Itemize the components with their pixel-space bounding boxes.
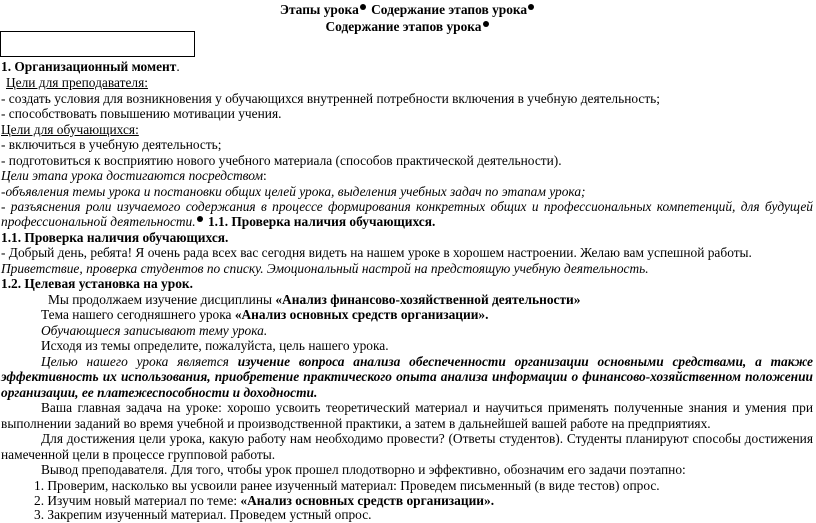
means-intro-colon: : xyxy=(263,168,267,183)
lesson-goal-line-2: эффективность их использования, приобретение практического опыта анализа информации о финансово-хозяйственном положении xyxy=(1,369,813,384)
heading-period: . xyxy=(176,59,180,74)
inline-heading: 1.1. Проверка наличия обучающихся. xyxy=(204,214,436,229)
teacher-goals-label: Цели для преподавателя: xyxy=(6,75,148,90)
page-title xyxy=(0,2,816,18)
task-step-2-topic: «Анализ основных средств организации». xyxy=(240,493,495,508)
empty-table-cell xyxy=(0,31,195,57)
topic-line-text: Тема нашего сегодняшнего урока xyxy=(41,307,235,322)
greeting-text: - Добрый день, ребята! Я очень рада всех вас сегодня видеть на нашем уроке в хорошем настроении. Желаю вам успешной работы. xyxy=(1,245,752,260)
means-item-2-end xyxy=(1,214,435,230)
main-task-line-1: Ваша главная задача на уроке: хорошо усвоить теоретический материал и научиться применять полученные знания и умения при xyxy=(41,400,813,415)
means-intro-italic: Цели этапа урока достигаются посредством xyxy=(1,168,264,183)
main-task-line-2: выполнении заданий во время учебной и производственной практики, а затем в дальнейшей вашей работе на предприятиях. xyxy=(1,416,711,431)
means-item-2: - разъяснения роли изучаемого содержания в процессе формирования конкретных общих и профессиональных компетенций, для будущей xyxy=(1,199,813,214)
means-item-2-end-text: профессиональной деятельности. xyxy=(1,214,196,229)
section-1-heading xyxy=(1,59,180,75)
subtitle-text: Содержание этапов урока xyxy=(325,19,482,34)
task-step-3: 3. Закрепим изученный материал. Проведем устный опрос. xyxy=(34,507,372,522)
lesson-goal-intro: Целью нашего урока является xyxy=(41,354,238,369)
bullet-icon xyxy=(360,4,366,10)
bullet-icon xyxy=(197,216,203,222)
lesson-goal-line-3: организации, ее платежеспособности и доходности. xyxy=(1,385,318,400)
student-goal-2: - подготовиться к восприятию нового учебного материала (способов практической деятельности). xyxy=(1,153,562,168)
bullet-icon xyxy=(483,21,489,27)
section-1-heading-text: 1. Организационный момент xyxy=(1,59,177,74)
discipline-name: «Анализ финансово-хозяйственной деятельности» xyxy=(275,292,581,307)
title-part-2: Содержание этапов урока xyxy=(367,2,528,17)
means-intro xyxy=(1,168,267,184)
define-goal-line: Исходя из темы определите, пожалуйста, цель нашего урока. xyxy=(41,338,389,353)
student-goal-1: - включиться в учебную деятельность; xyxy=(1,137,222,152)
section-1-2-heading: 1.2. Целевая установка на урок. xyxy=(1,276,193,291)
title-part-1: Этапы урока xyxy=(279,2,359,17)
topic-line xyxy=(41,307,488,323)
section-1-1-heading: 1.1. Проверка наличия обучающихся. xyxy=(1,230,229,245)
teacher-goal-2: - способствовать повышению мотивации учения. xyxy=(1,106,282,121)
write-topic-note: Обучающиеся записывают тему урока. xyxy=(41,323,268,338)
task-step-1: 1. Проверим, насколько вы усвоили ранее изученный материал: Проведем письменный (в виде тестов) опрос. xyxy=(34,478,660,493)
discipline-line-text: Мы продолжаем изучение дисциплины xyxy=(48,292,276,307)
topic-name: «Анализ основных средств организации». xyxy=(234,307,489,322)
lesson-goal-text-1: изучение вопроса анализа обеспеченности организации основными средствами, а также xyxy=(237,354,813,369)
task-step-2-text: 2. Изучим новый материал по теме: xyxy=(34,493,241,508)
student-goals-label: Цели для обучающихся: xyxy=(1,122,139,137)
work-plan-line-1: Для достижения цели урока, какую работу нам необходимо провести? (Ответы студентов). Студенты планируют способы достижения xyxy=(41,431,813,446)
teacher-goal-1: - создать условия для возникновения у обучающихся внутренней потребности включения в учебную деятельность; xyxy=(1,91,661,106)
bullet-icon xyxy=(528,4,534,10)
work-plan-line-2: намеченной цели в процессе групповой работы. xyxy=(1,447,276,462)
discipline-line xyxy=(48,292,580,308)
lesson-goal-line-1 xyxy=(41,354,813,370)
means-item-1: -объявления темы урока и постановки общих целей урока, выделения учебных задач по этапам урока; xyxy=(1,184,586,199)
teacher-conclusion: Вывод преподавателя. Для того, чтобы урок прошел плодотворно и эффективно, обозначим его задачи поэтапно: xyxy=(41,462,686,477)
greeting-note: Приветствие, проверка студентов по списку. Эмоциональный настрой на предстоящую учебную деятельность. xyxy=(1,261,649,276)
